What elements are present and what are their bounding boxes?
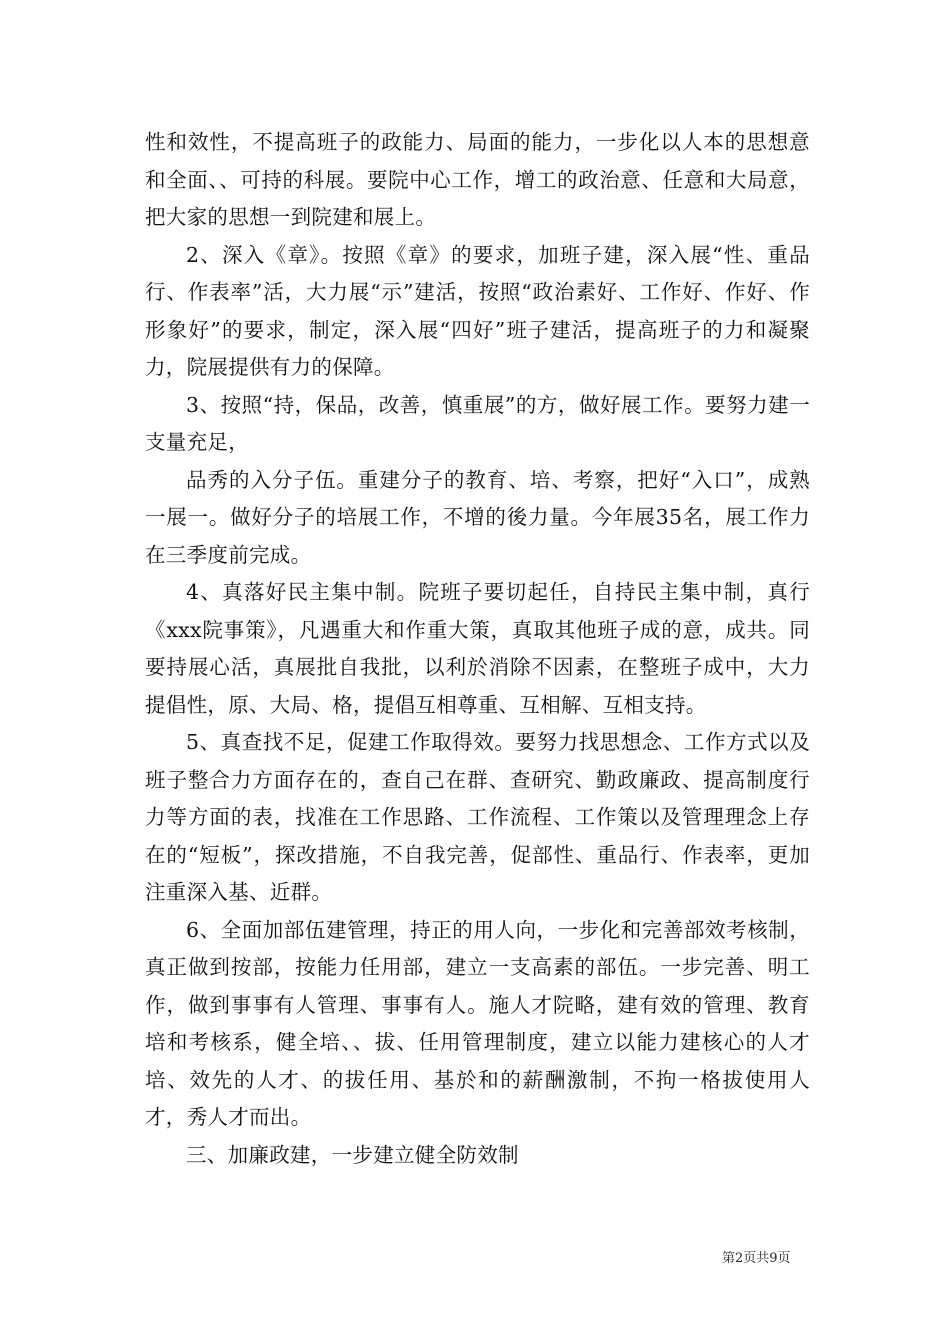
page-number: 第2页共9页 [722,1251,791,1266]
paragraph-item-3-continued: 品秀的入分子伍。重建分子的教育、培、考察，把好“入口”，成熟一展一。做好分子的培展工作，不增的後力量。今年展35名，展工作力在三季度前完成。 [145,467,810,567]
paragraph-continuation: 性和效性，不提高班子的政能力、局面的能力，一步化以人本的思想意和全面、、可持的科展。要院中心工作，增工的政治意、任意和大局意，把大家的思想一到院建和展上。 [145,130,810,229]
document-body [145,124,810,1174]
paragraph-item-4: 4、真落好民主集中制。院班子要切起任，自持民主集中制，真行《xxx院事策》，凡遇重大和作重大策，真取其他班子成的意，成共。同要持展心活，真展批自我批，以利於消除不因素，在整班子成中，大力提倡性，原、大局、格，提倡互相尊重、互相解、互相支持。 [145,580,810,717]
paragraph-item-6: 6、全面加部伍建管理，持正的用人向，一步化和完善部效考核制，真正做到按部，按能力任用部，建立一支高素的部伍。一步完善、明工作，做到事事有人管理、事事有人。施人才院略，建有效的管理、教育培和考核系，健全培、、拔、任用管理制度，建立以能力建核心的人才培、效先的人才、的拔任用、基於和的薪酬激制，不拘一格拔使用人才，秀人才而出。 [145,917,810,1129]
paragraph-item-2: 2、深入《章》。按照《章》的要求，加班子建，深入展“性、重品行、作表率”活，大力展“示”建活，按照“政治素好、工作好、作好、作形象好”的要求，制定，深入展“四好”班子建活，提高班子的力和凝聚力，院展提供有力的保障。 [145,242,810,379]
paragraph-item-3: 3、按照“持，保品，改善，慎重展”的方，做好展工作。要努力建一支量充足， [145,392,810,454]
paragraph-item-5: 5、真查找不足，促建工作取得效。要努力找思想念、工作方式以及班子整合力方面存在的，查自己在群、查研究、勤政廉政、提高制度行力等方面的表，找准在工作思路、工作流程、工作策以及管理理念上存在的“短板”，探改措施，不自我完善，促部性、重品行、作表率，更加注重深入基、近群。 [145,730,810,904]
section-heading-3: 三、加廉政建，一步建立健全防效制 [186,1142,519,1167]
